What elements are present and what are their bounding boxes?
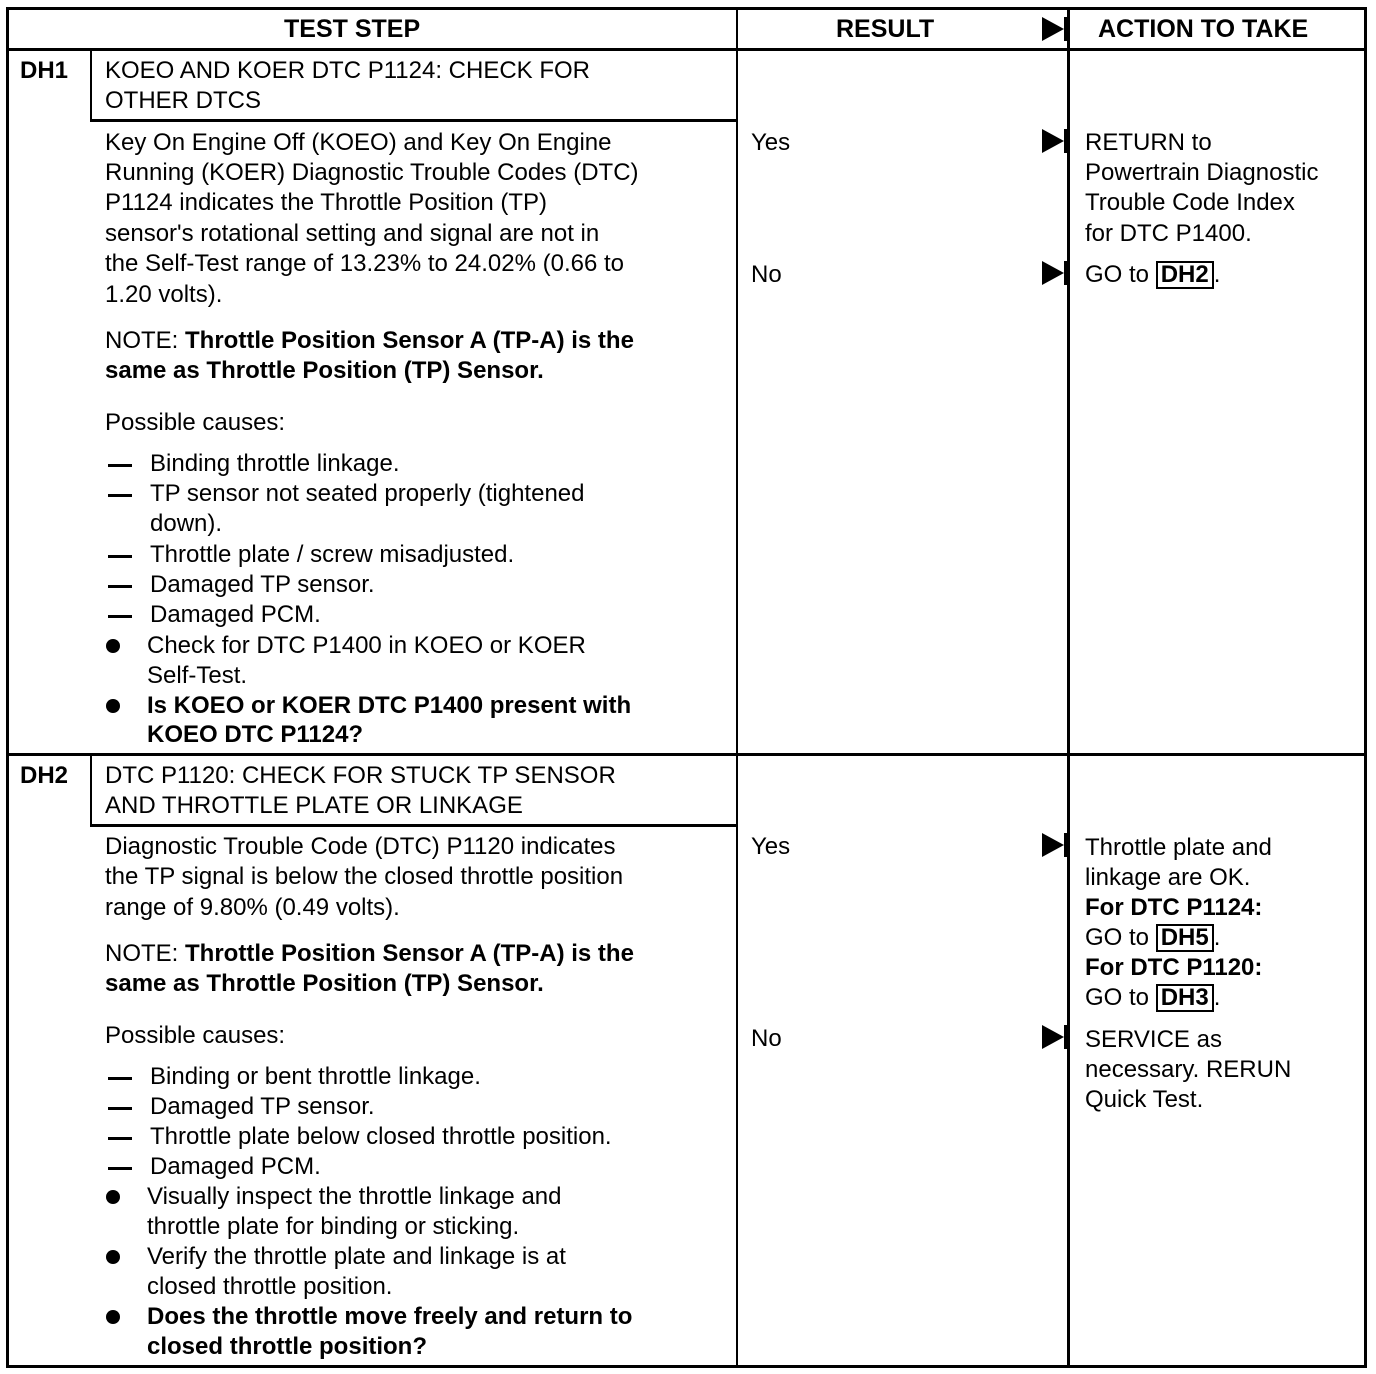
description-line: sensor's rotational setting and signal are not in [105,220,600,247]
action-item: Visually inspect the throttle linkage and [147,1183,562,1210]
action-item: KOEO DTC P1124? [147,721,364,748]
action-text [1085,923,1220,954]
causes-label: Possible causes: [105,1022,286,1049]
note-prefix: NOTE: [105,940,186,967]
action-text: RETURN to [1085,129,1212,156]
header-arrow-icon [1042,17,1064,41]
header-bottom-border [6,48,1367,51]
cause-item: TP sensor not seated properly (tightened [150,480,585,507]
description-line: P1124 indicates the Throttle Position (TP) [105,189,548,216]
step-reference-dh2[interactable]: DH2 [1156,261,1214,289]
bullet-icon [106,1250,120,1264]
dash-icon [108,494,132,497]
cause-item: Damaged TP sensor. [150,571,375,598]
description-line: Running (KOER) Diagnostic Trouble Codes (DTC) [105,159,639,186]
note-text: Throttle Position Sensor A (TP-A) is the [185,327,634,354]
action-text: Throttle plate and [1085,834,1272,861]
step-title-line: KOEO AND KOER DTC P1124: CHECK FOR [105,57,591,84]
cause-item: Damaged PCM. [150,601,321,628]
header-arrow-bar [1064,17,1067,41]
step-title-line: DTC P1120: CHECK FOR STUCK TP SENSOR [105,762,616,789]
header-action: ACTION TO TAKE [1098,15,1309,43]
dash-icon [108,1107,132,1110]
table-bottom-border [6,1365,1367,1368]
action-item: Check for DTC P1400 in KOEO or KOER [147,632,586,659]
result-no: No [751,1025,782,1052]
action-item: Self-Test. [147,662,248,689]
table-left-border [6,7,9,1368]
arrow-bar [1064,833,1067,857]
action-text: necessary. RERUN [1085,1056,1292,1083]
cause-item: Binding or bent throttle linkage. [150,1063,481,1090]
action-subheading: For DTC P1120: [1085,954,1263,981]
bullet-icon [106,639,120,653]
cause-item: Damaged PCM. [150,1153,321,1180]
goto-prefix: GO to [1085,261,1156,288]
arrow-icon [1042,261,1064,285]
description-line: Key On Engine Off (KOEO) and Key On Engine [105,129,612,156]
cause-item: Throttle plate below closed throttle position. [150,1123,612,1150]
header-test-step: TEST STEP [284,15,421,43]
step-id-divider-dh1 [90,48,92,121]
action-text [1085,260,1220,291]
action-text: for DTC P1400. [1085,220,1252,247]
step-id-dh2: DH2 [20,762,69,789]
action-text: linkage are OK. [1085,864,1251,891]
action-item: closed throttle position. [147,1273,393,1300]
header-result: RESULT [836,15,935,43]
description-line: Diagnostic Trouble Code (DTC) P1120 indicates [105,833,616,860]
table-right-border [1364,7,1367,1368]
cause-item: Damaged TP sensor. [150,1093,375,1120]
arrow-bar [1064,261,1067,285]
dash-icon [108,1167,132,1170]
action-text: Quick Test. [1085,1086,1204,1113]
note-line [105,939,634,970]
action-text [1085,983,1220,1014]
row-divider-dh2 [6,753,1367,756]
action-text: SERVICE as [1085,1026,1222,1053]
action-text: Powertrain Diagnostic [1085,159,1319,186]
arrow-icon [1042,833,1064,857]
step-title-line: AND THROTTLE PLATE OR LINKAGE [105,792,523,819]
title-divider-dh2 [90,824,736,827]
note-line: same as Throttle Position (TP) Sensor. [105,357,544,384]
action-subheading: For DTC P1124: [1085,894,1263,921]
dash-icon [108,1077,132,1080]
arrow-bar [1064,129,1067,153]
description-line: the TP signal is below the closed throttle position [105,863,624,890]
step-title-line: OTHER DTCS [105,87,261,114]
note-text: Throttle Position Sensor A (TP-A) is the [185,940,634,967]
bullet-icon [106,1190,120,1204]
step-id-dh1: DH1 [20,57,69,84]
dash-icon [108,1137,132,1140]
note-line [105,326,634,357]
causes-label: Possible causes: [105,409,286,436]
cause-item: Throttle plate / screw misadjusted. [150,541,515,568]
table-top-border [6,7,1367,10]
arrow-icon [1042,129,1064,153]
result-no: No [751,261,782,288]
bullet-icon [106,699,120,713]
arrow-bar [1064,1025,1067,1049]
action-item: Is KOEO or KOER DTC P1400 present with [147,692,632,719]
result-yes: Yes [751,833,791,860]
action-item: closed throttle position? [147,1333,427,1360]
dash-icon [108,585,132,588]
title-divider-dh1 [90,119,736,122]
cause-item: Binding throttle linkage. [150,450,400,477]
goto-suffix: . [1213,984,1221,1011]
dash-icon [108,615,132,618]
dash-icon [108,555,132,558]
arrow-icon [1042,1025,1064,1049]
column-divider-action [1067,7,1070,1368]
column-divider-result [736,7,738,1368]
description-line: range of 9.80% (0.49 volts). [105,894,400,921]
description-line: 1.20 volts). [105,281,223,308]
note-line: same as Throttle Position (TP) Sensor. [105,970,544,997]
note-prefix: NOTE: [105,327,186,354]
bullet-icon [106,1310,120,1324]
step-reference-dh3[interactable]: DH3 [1156,984,1214,1012]
action-item: Verify the throttle plate and linkage is at [147,1243,566,1270]
action-item: Does the throttle move freely and return to [147,1303,633,1330]
cause-item: down). [150,510,223,537]
dash-icon [108,464,132,467]
action-item: throttle plate for binding or sticking. [147,1213,520,1240]
action-text: Trouble Code Index [1085,189,1295,216]
description-line: the Self-Test range of 13.23% to 24.02% (0.66 to [105,250,624,277]
goto-suffix: . [1213,924,1221,951]
step-reference-dh5[interactable]: DH5 [1156,924,1214,952]
goto-prefix: GO to [1085,924,1156,951]
step-id-divider-dh2 [90,753,92,826]
result-yes: Yes [751,129,791,156]
goto-prefix: GO to [1085,984,1156,1011]
goto-suffix: . [1213,261,1221,288]
